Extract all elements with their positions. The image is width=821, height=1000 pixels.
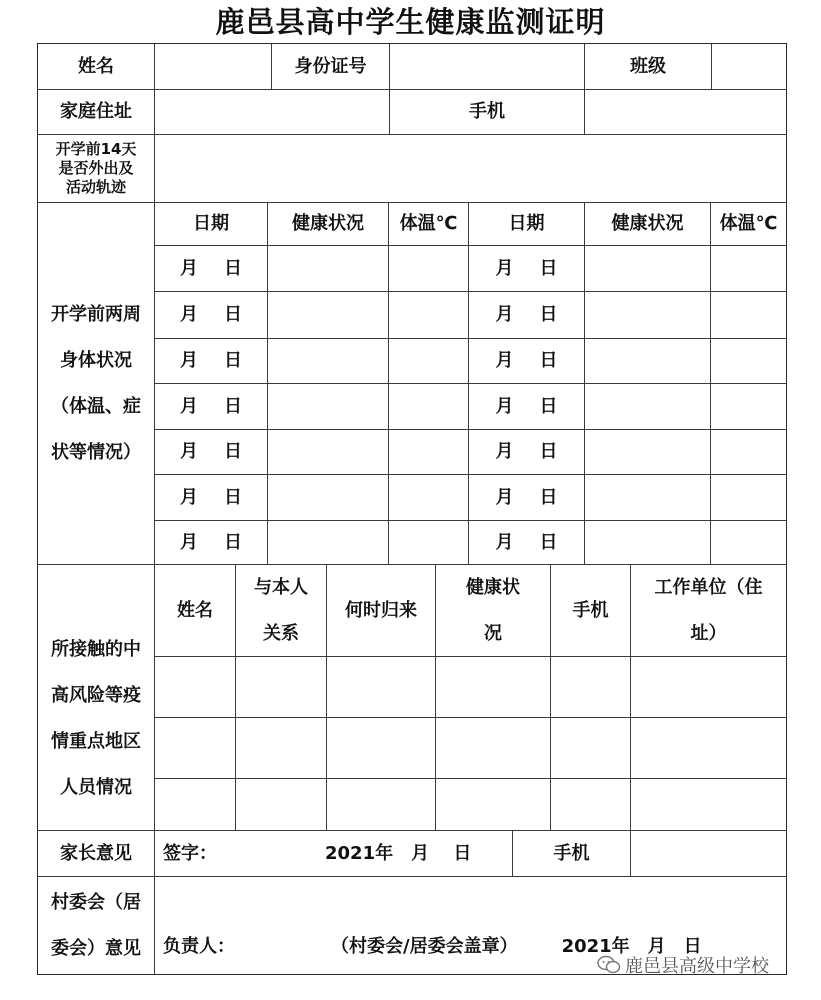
- committee-date: 2021年 月 日: [561, 936, 702, 958]
- id-number-field[interactable]: [390, 44, 585, 89]
- health-data-row: [155, 475, 786, 521]
- health-header-cell: 体温℃: [719, 213, 778, 235]
- day-char: 日: [539, 304, 558, 326]
- row-travel: [38, 135, 786, 203]
- temperature-field[interactable]: [389, 384, 469, 429]
- parent-sign-cell[interactable]: [155, 831, 513, 876]
- health-data-row: [155, 246, 786, 292]
- watermark-text: 鹿邑县高级中学校: [625, 956, 769, 977]
- contacts-table: [155, 565, 786, 830]
- temperature-field[interactable]: [389, 430, 469, 474]
- committee-stamp-label: （村委会/居委会盖章）: [331, 936, 518, 958]
- id-number-label: 身份证号: [272, 44, 390, 89]
- health-header-cell: 日期: [469, 203, 585, 245]
- temperature-field[interactable]: [389, 475, 469, 520]
- day-char: 日: [539, 486, 558, 508]
- health-table: [155, 203, 786, 564]
- temperature-field[interactable]: [389, 246, 469, 291]
- parent-phone-label: 手机: [513, 831, 631, 876]
- health-section-label: [38, 203, 155, 564]
- day-char: 日: [224, 395, 242, 417]
- contacts-field[interactable]: [631, 718, 786, 778]
- contacts-field[interactable]: [327, 657, 436, 717]
- travel-label: 开学前14天 是否外出及 活动轨迹: [38, 135, 155, 202]
- temperature-field[interactable]: [711, 339, 786, 383]
- month-char: 月: [495, 257, 514, 279]
- month-char: 月: [180, 395, 198, 417]
- contacts-label-line: 人员情况: [60, 776, 132, 798]
- day-char: 日: [224, 304, 242, 326]
- class-label: 班级: [585, 44, 712, 89]
- health-header-cell: 日期: [155, 203, 268, 245]
- parent-sign-label: 签字：: [163, 842, 217, 864]
- health-data-row: [155, 521, 786, 565]
- wechat-icon: [597, 955, 621, 975]
- temperature-field[interactable]: [711, 292, 786, 338]
- month-char: 月: [495, 304, 514, 326]
- contacts-field[interactable]: [436, 779, 551, 831]
- health-header-cell: 健康状况: [585, 203, 711, 245]
- contacts-label-line: 高风险等疫: [51, 684, 141, 706]
- health-status-field[interactable]: [268, 384, 389, 429]
- name-field[interactable]: [155, 44, 272, 89]
- health-status-field[interactable]: [268, 475, 389, 520]
- day-char: 日: [224, 441, 242, 463]
- contacts-field[interactable]: [327, 779, 436, 831]
- contacts-data-row: [155, 657, 786, 718]
- temperature-field[interactable]: [711, 521, 786, 565]
- month-char: 月: [180, 350, 198, 372]
- contacts-field[interactable]: [327, 718, 436, 778]
- date-cell[interactable]: [155, 384, 268, 429]
- contacts-label-line: 情重点地区: [51, 730, 141, 752]
- health-header-cell: 体温℃: [389, 203, 469, 245]
- day-char: 日: [224, 257, 242, 279]
- health-status-field[interactable]: [268, 246, 389, 291]
- day-char: 日: [539, 257, 558, 279]
- health-status-field[interactable]: [268, 521, 389, 565]
- temperature-field[interactable]: [389, 292, 469, 338]
- health-form: [37, 43, 787, 975]
- health-status-field[interactable]: [585, 430, 711, 474]
- health-status-field[interactable]: [585, 384, 711, 429]
- contacts-header-cell: 姓名: [155, 565, 236, 656]
- contacts-data-row: [155, 779, 786, 831]
- contacts-field[interactable]: [436, 718, 551, 778]
- contacts-field[interactable]: [155, 718, 236, 778]
- temperature-field[interactable]: [711, 246, 786, 291]
- temperature-field[interactable]: [711, 430, 786, 474]
- health-status-field[interactable]: [585, 521, 711, 565]
- day-char: 日: [539, 395, 558, 417]
- date-cell[interactable]: [155, 475, 268, 520]
- contacts-field[interactable]: [155, 657, 236, 717]
- date-cell[interactable]: [469, 475, 585, 520]
- contacts-header-cell: 工作单位（住 址）: [654, 576, 763, 644]
- temperature-field[interactable]: [711, 384, 786, 429]
- month-char: 月: [495, 486, 514, 508]
- parent-phone-field[interactable]: [631, 831, 786, 876]
- row-address: [38, 90, 786, 135]
- contacts-field[interactable]: [551, 718, 631, 778]
- month-char: 月: [180, 441, 198, 463]
- health-status-field[interactable]: [268, 430, 389, 474]
- contacts-field[interactable]: [236, 718, 327, 778]
- committee-opinion-label: 村委会（居 委会）意见: [38, 877, 155, 974]
- date-cell[interactable]: [155, 339, 268, 383]
- contacts-section: [38, 565, 786, 831]
- contacts-field[interactable]: [236, 779, 327, 831]
- month-char: 月: [180, 257, 198, 279]
- address-field[interactable]: [155, 90, 390, 134]
- contacts-data-row: [155, 718, 786, 779]
- day-char: 日: [224, 486, 242, 508]
- contacts-header-cell: 与本人 关系: [236, 565, 327, 656]
- date-cell[interactable]: [469, 292, 585, 338]
- contacts-field[interactable]: [551, 779, 631, 831]
- date-cell[interactable]: [155, 430, 268, 474]
- parent-opinion-label: 家长意见: [38, 831, 155, 876]
- health-data-row: [155, 292, 786, 339]
- health-label-line: 开学前两周: [51, 303, 141, 325]
- month-char: 月: [495, 395, 514, 417]
- date-cell[interactable]: [155, 292, 268, 338]
- date-cell[interactable]: [469, 521, 585, 565]
- watermark: [597, 952, 769, 978]
- health-data-row: [155, 384, 786, 430]
- phone-label: 手机: [390, 90, 585, 134]
- contacts-field[interactable]: [631, 657, 786, 717]
- health-status-field[interactable]: [585, 292, 711, 338]
- committee-head-label: 负责人：: [163, 936, 235, 958]
- health-header-cell: 健康状况: [268, 203, 389, 245]
- health-label-line: 状等情况）: [51, 441, 141, 463]
- contacts-label-line: 所接触的中: [51, 638, 141, 660]
- day-char: 日: [539, 350, 558, 372]
- contacts-header-cell: 手机: [551, 565, 631, 656]
- health-data-row: [155, 430, 786, 475]
- date-cell[interactable]: [469, 384, 585, 429]
- month-char: 月: [180, 304, 198, 326]
- month-char: 月: [495, 350, 514, 372]
- health-status-field[interactable]: [268, 292, 389, 338]
- page-title: 鹿邑县高中学生健康监测证明: [215, 5, 606, 39]
- month-char: 月: [495, 532, 514, 554]
- contacts-field[interactable]: [551, 657, 631, 717]
- day-char: 日: [539, 441, 558, 463]
- date-cell[interactable]: [469, 339, 585, 383]
- contacts-header-cell: 健康状 况: [436, 565, 551, 656]
- day-char: 日: [539, 532, 558, 554]
- temperature-field[interactable]: [389, 339, 469, 383]
- health-status-field[interactable]: [268, 339, 389, 383]
- day-char: 日: [224, 350, 242, 372]
- contacts-header-cell: 何时归来: [327, 565, 436, 656]
- date-cell[interactable]: [155, 246, 268, 291]
- health-status-field[interactable]: [585, 475, 711, 520]
- health-section: [38, 203, 786, 565]
- month-char: 月: [180, 486, 198, 508]
- phone-field[interactable]: [585, 90, 786, 134]
- address-label: 家庭住址: [38, 90, 155, 134]
- contacts-field[interactable]: [436, 657, 551, 717]
- name-label: 姓名: [38, 44, 155, 89]
- contacts-field[interactable]: [236, 657, 327, 717]
- contacts-field[interactable]: [155, 779, 236, 831]
- contacts-section-label: [38, 565, 155, 830]
- parent-date: 2021年 月 日: [325, 842, 472, 864]
- date-cell[interactable]: [469, 430, 585, 474]
- contacts-field[interactable]: [631, 779, 786, 831]
- travel-field[interactable]: [155, 135, 786, 202]
- contacts-header-row: [155, 565, 786, 657]
- month-char: 月: [495, 441, 514, 463]
- health-header-row: [155, 203, 786, 246]
- health-status-field[interactable]: [585, 339, 711, 383]
- health-status-field[interactable]: [585, 246, 711, 291]
- month-char: 月: [180, 532, 198, 554]
- temperature-field[interactable]: [389, 521, 469, 565]
- health-label-line: 身体状况: [60, 349, 132, 371]
- temperature-field[interactable]: [711, 475, 786, 520]
- row-basic-info: [38, 44, 786, 90]
- class-field[interactable]: [712, 44, 786, 89]
- row-parent-opinion: [38, 831, 786, 877]
- date-cell[interactable]: [469, 246, 585, 291]
- health-label-line: （体温、症: [51, 395, 141, 417]
- date-cell[interactable]: [155, 521, 268, 565]
- day-char: 日: [224, 532, 242, 554]
- health-data-row: [155, 339, 786, 384]
